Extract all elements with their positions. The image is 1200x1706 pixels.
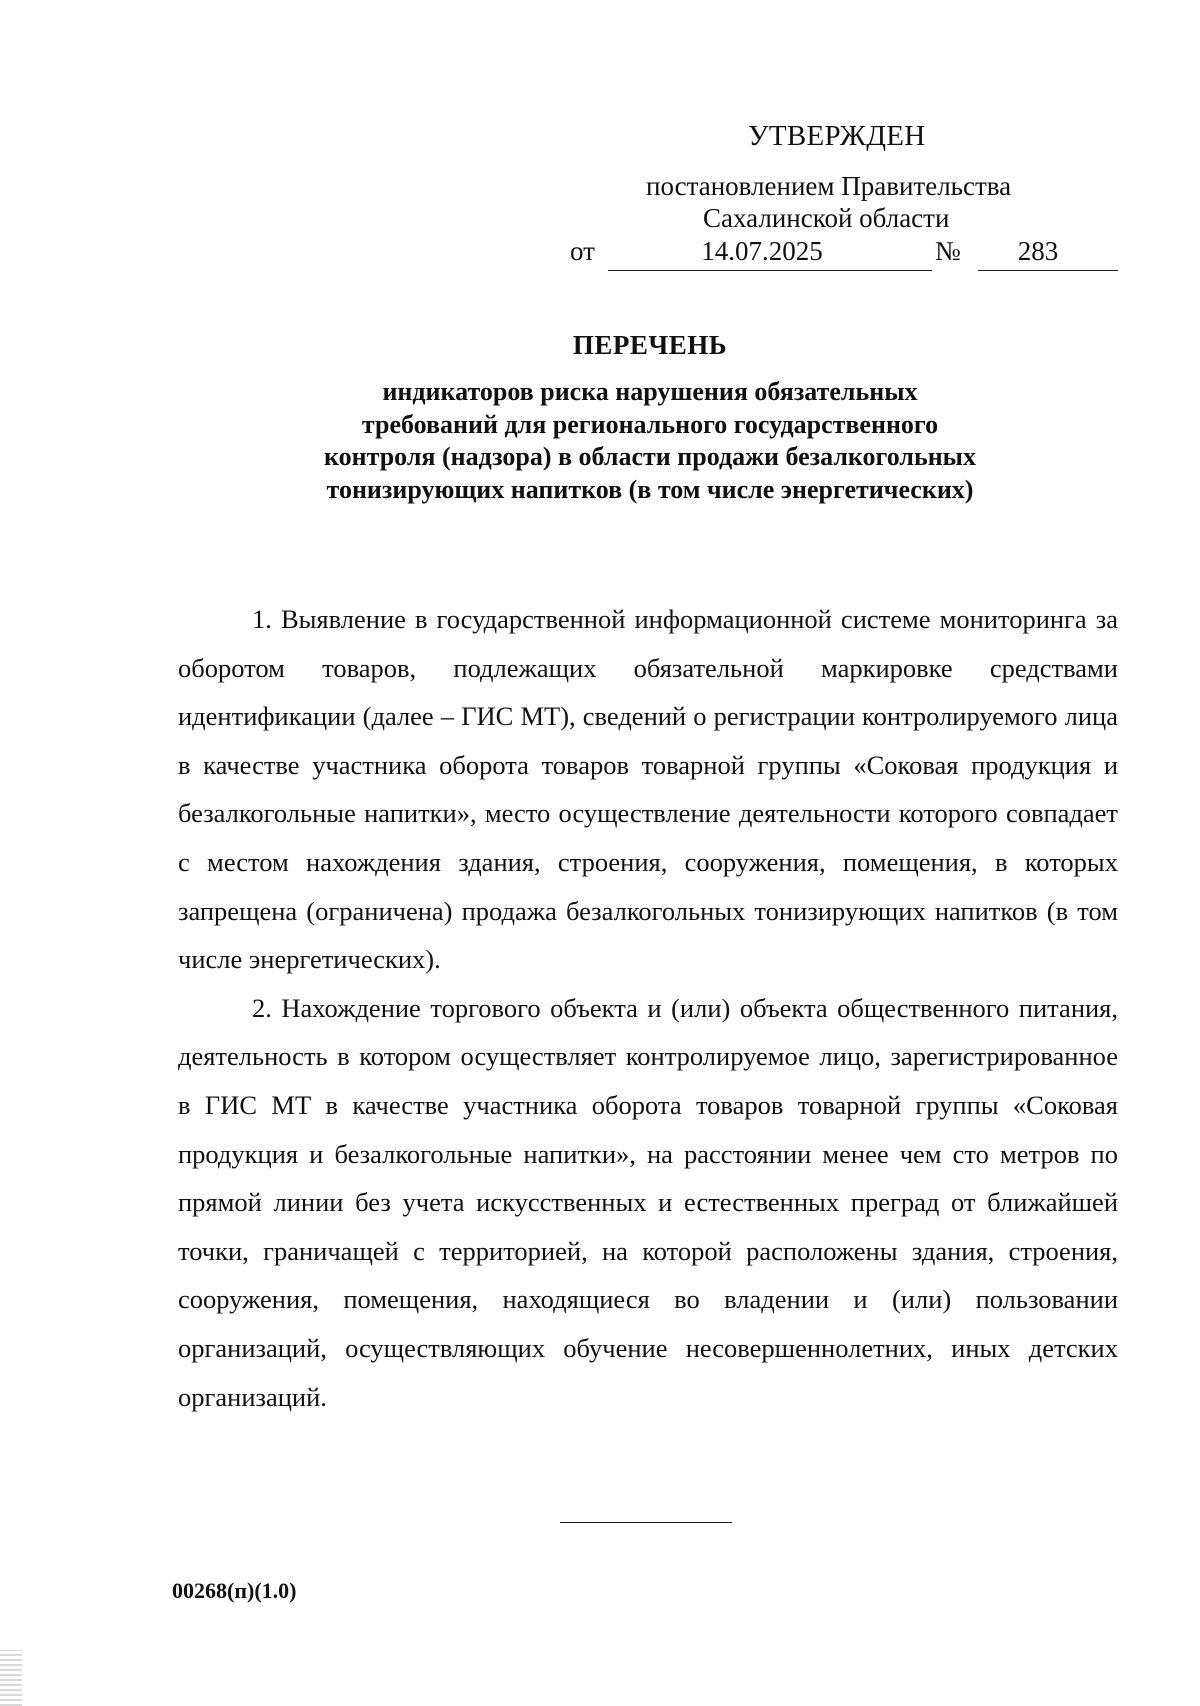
subtitle-line: тонизирующих напитков (в том числе энергетических) xyxy=(326,474,974,504)
document-code: 00268(п)(1.0) xyxy=(172,1578,297,1603)
scan-artifact xyxy=(0,1650,22,1706)
approval-number-field xyxy=(978,236,1118,271)
subtitle-line: контроля (надзора) в области продажи безалкогольных xyxy=(324,442,976,471)
subtitle-line: требований для регионального государственного xyxy=(361,409,939,439)
approval-number: 283 xyxy=(1017,236,1059,266)
approval-date-field xyxy=(608,236,932,271)
document-body xyxy=(178,595,1118,1421)
approval-title: УТВЕРЖДЕН xyxy=(748,120,926,152)
number-label: № xyxy=(935,236,961,266)
approval-authority: постановлением Правительства xyxy=(646,171,1012,201)
end-divider xyxy=(560,1522,732,1523)
approval-date: 14.07.2025 xyxy=(701,236,823,266)
document-heading: ПЕРЕЧЕНЬ xyxy=(572,330,728,360)
document-subtitle xyxy=(250,376,1050,506)
subtitle-line: индикаторов риска нарушения обязательных xyxy=(382,377,918,406)
approval-date-row xyxy=(570,236,1120,276)
from-label: от xyxy=(570,236,595,266)
paragraph-2: 2. Нахождение торгового объекта и (или) объекта общественного питания, деятельность в котором осуществляет контролируемое лицо, зарегистрированное в ГИС МТ в качестве участника оборота товаров товарной группы «Соковая продукция и безалкогольные напитки», на расстоянии менее чем сто метров по прямой линии без учета искусственных и естественных преград от ближайшей точки, граничащей с территорией, на которой расположены здания, строения, сооружения, помещения, находящиеся во владении и (или) пользовании организаций, осуществляющих обучение несовершеннолетних, иных детских организаций. xyxy=(178,992,1118,1412)
paragraph-1: 1. Выявление в государственной информационной системе мониторинга за оборотом товаров, подлежащих обязательной маркировке средствами идентификации (далее – ГИС МТ), сведений о регистрации контролируемого лица в качестве участника оборота товаров товарной группы «Соковая продукция и безалкогольные напитки», место осуществление деятельности которого совпадает с местом нахождения здания, строения, сооружения, помещения, в которых запрещена (ограничена) продажа безалкогольных тонизирующих напитков (в том числе энергетических). xyxy=(178,604,1118,975)
approval-region: Сахалинской области xyxy=(703,203,950,233)
